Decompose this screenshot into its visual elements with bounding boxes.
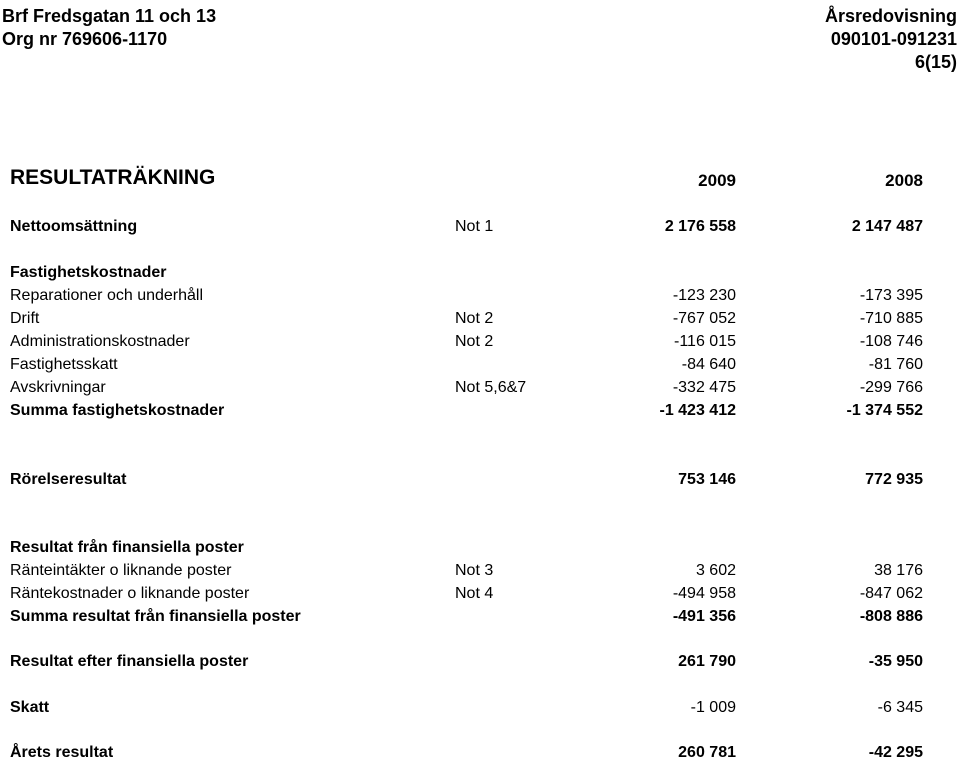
row-value-2009: -491 356 [672,608,736,625]
row-value-2008: -808 886 [859,608,923,625]
row-value-2008: -847 062 [859,585,923,602]
section-heading [0,537,959,558]
row-value-2008: -299 766 [859,379,923,396]
row-note: Not 2 [455,333,494,350]
row-label: Fastighetskostnader [10,264,167,281]
row-value-2009: -1 009 [690,699,736,716]
row-value-2009: 2 176 558 [664,218,736,235]
row-value-2008: -42 295 [868,744,923,761]
row-label: Summa fastighetskostnader [10,402,225,419]
row-value-2008: -173 395 [859,287,923,304]
row-label: Summa resultat från finansiella poster [10,608,301,625]
row-note: Not 1 [455,218,494,235]
page-number: 6(15) [914,52,957,72]
row-label: Fastighetsskatt [10,356,118,373]
row-value-2009: 261 790 [678,653,736,670]
reporting-period: 090101-091231 [830,29,957,49]
row-value-2008: 772 935 [865,471,923,488]
row-value-2008: -710 885 [859,310,923,327]
document-type: Årsredovisning [824,6,957,26]
row-label: Nettoomsättning [10,218,138,235]
row-value-2008: 38 176 [874,562,923,579]
row-label: Resultat efter finansiella poster [10,653,249,670]
row-value-2009: -332 475 [672,379,736,396]
table-row [0,377,959,398]
row-value-2009: -1 423 412 [659,402,736,419]
row-label: Avskrivningar [10,379,106,396]
row-label: Reparationer och underhåll [10,287,204,304]
row-value-2009: -494 958 [672,585,736,602]
row-label: Administrationskostnader [10,333,190,350]
row-label: Skatt [10,699,50,716]
row-label: Årets resultat [10,744,114,761]
section-heading [0,262,959,283]
table-row [0,285,959,306]
row-value-2008: -6 345 [877,699,923,716]
year-current: 2009 [698,171,736,190]
subtotal-row [0,469,959,490]
row-value-2008: -108 746 [859,333,923,350]
row-note: Not 3 [455,562,494,579]
row-note: Not 4 [455,585,494,602]
row-label: Drift [10,310,40,327]
org-name: Brf Fredsgatan 11 och 13 [2,6,217,26]
subtotal-row [0,606,959,627]
table-row [0,583,959,604]
row-label: Rörelseresultat [10,471,127,488]
subtotal-row [0,651,959,672]
year-header-row [0,170,959,191]
row-note: Not 2 [455,310,494,327]
row-value-2008: -1 374 552 [846,402,923,419]
table-row [0,560,959,581]
row-label: Ränteintäkter o liknande poster [10,562,232,579]
report-title: RESULTATRÄKNING [10,166,216,189]
table-row [0,216,959,237]
row-value-2009: -116 015 [674,333,736,350]
org-number: Org nr 769606-1170 [2,29,168,49]
row-value-2009: 3 602 [695,562,736,579]
table-row [0,697,959,718]
subtotal-row [0,400,959,421]
row-value-2009: -123 230 [672,287,736,304]
row-label: Räntekostnader o liknande poster [10,585,250,602]
row-value-2008: -35 950 [868,653,923,670]
table-row [0,354,959,375]
row-value-2008: -81 760 [868,356,923,373]
table-row [0,308,959,329]
year-previous: 2008 [885,171,923,190]
row-value-2009: 260 781 [678,744,736,761]
total-row [0,742,959,763]
row-note: Not 5,6&7 [455,379,527,396]
row-value-2009: -767 052 [672,310,736,327]
table-row [0,331,959,352]
row-value-2008: 2 147 487 [851,218,923,235]
row-label: Resultat från finansiella poster [10,539,244,556]
row-value-2009: -84 640 [681,356,736,373]
row-value-2009: 753 146 [678,471,736,488]
